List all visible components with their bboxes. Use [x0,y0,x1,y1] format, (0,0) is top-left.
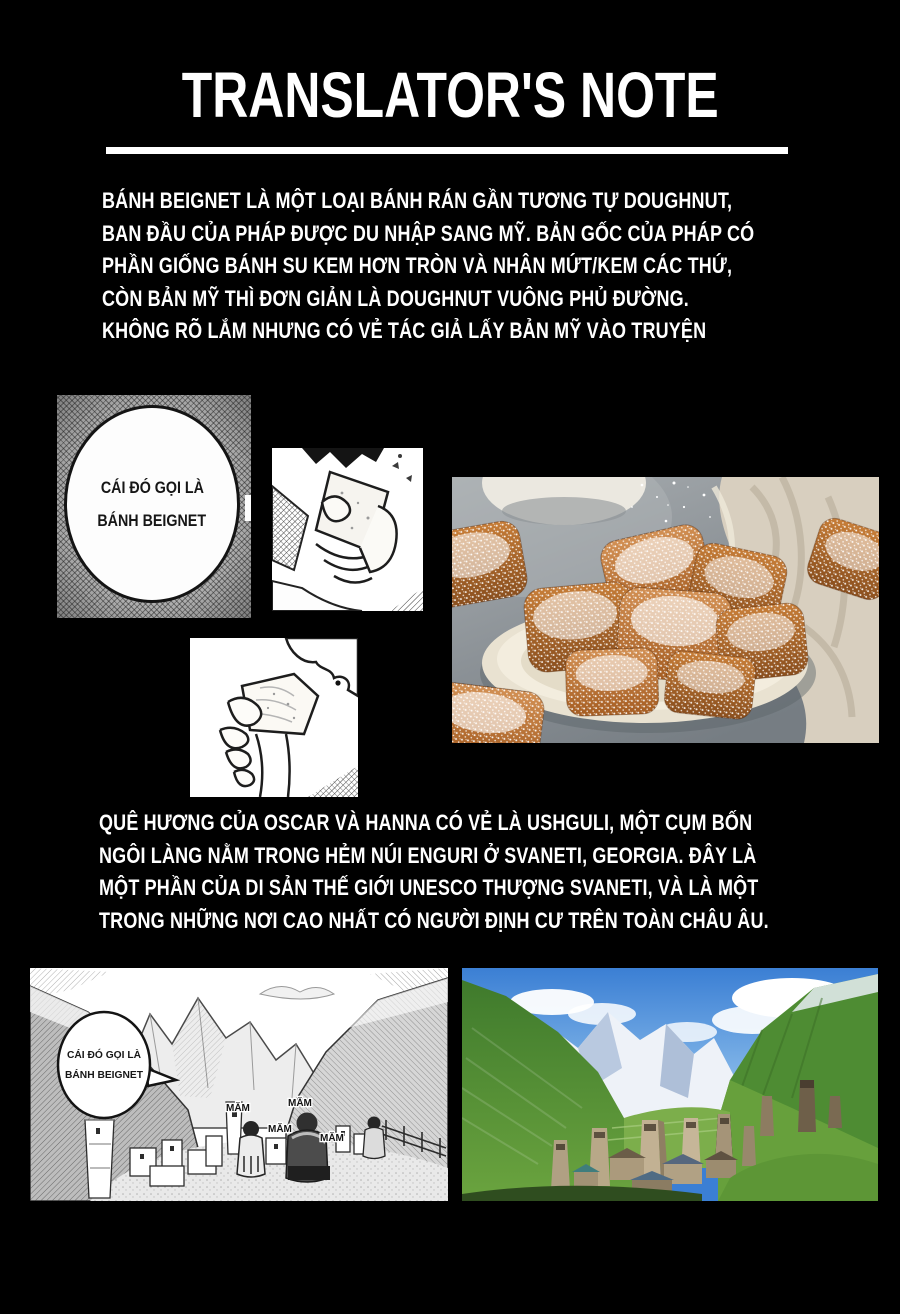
speech-bubble [64,405,240,603]
paragraph-line: QUÊ HƯƠNG CỦA OSCAR VÀ HANNA CÓ VẺ LÀ USHGULI, MỘT CỤM BỐN [99,810,753,835]
bubble-notch [245,495,251,521]
paragraph-line: MỘT PHẦN CỦA DI SẢN THẾ GIỚI UNESCO THƯỢNG SVANETI, VÀ LÀ MỘT [99,875,759,900]
bubble-text-line: BÁNH BEIGNET [97,510,207,530]
paragraph-line: BÁNH BEIGNET LÀ MỘT LOẠI BÁNH RÁN GẦN TƯƠNG TỰ DOUGHNUT, [102,188,733,213]
page-title: TRANSLATOR'S NOTE [181,59,719,131]
paragraph-line: NGÔI LÀNG NẰM TRONG HẺM NÚI ENGURI Ở SVANETI, GEORGIA. ĐÂY LÀ [99,842,757,868]
paragraph-line: PHẦN GIỐNG BÁNH SU KEM HƠN TRÒN VÀ NHÂN MỨT/KEM CÁC THỨ, [102,253,733,278]
svg-text:CÁI ĐÓ GỌI LÀ: CÁI ĐÓ GỌI LÀ [67,1049,143,1061]
fingers-lineart [220,728,254,786]
ushguli-paragraph [99,812,900,942]
hair-spikes [302,448,384,468]
manga-panel-hand-closeup [272,448,423,611]
bubble-text-line: CÁI ĐÓ GỌI LÀ [100,477,204,497]
title-underline [106,147,788,154]
beignet-paragraph [102,190,900,353]
paragraph-line: CÒN BẢN MỸ THÌ ĐƠN GIẢN LÀ DOUGHNUT VUÔNG PHỦ ĐƯỜNG. [102,285,689,311]
ushguli-photo [462,968,878,1201]
manga-panel-beignet-bubble [57,395,251,618]
manga-panel-ushguli-landscape [30,968,448,1201]
paragraph-line: BAN ĐẦU CỦA PHÁP ĐƯỢC DU NHẬP SANG MỸ. BẢN GỐC CỦA PHÁP CÓ [102,220,755,246]
manga-panel-hand-beignet [190,638,358,797]
beignets-photo [452,477,879,743]
svg-text:MĂM: MĂM [226,1103,250,1114]
beignet [663,650,757,721]
paragraph-line: KHÔNG RÕ LẮM NHƯNG CÓ VẺ TÁC GIẢ LẤY BẢN MỸ VÀO TRUYỆN [102,318,707,343]
svg-text:MĂM: MĂM [320,1133,344,1144]
svg-text:MĂM: MĂM [268,1124,292,1135]
paragraph-line: TRONG NHỮNG NƠI CAO NHẤT CÓ NGƯỜI ĐỊNH CƯ TRÊN TOÀN CHÂU ÂU. [99,907,769,933]
beignet [565,647,659,716]
svg-text:BÁNH BEIGNET: BÁNH BEIGNET [65,1069,145,1081]
svg-text:MĂM: MĂM [288,1098,312,1109]
